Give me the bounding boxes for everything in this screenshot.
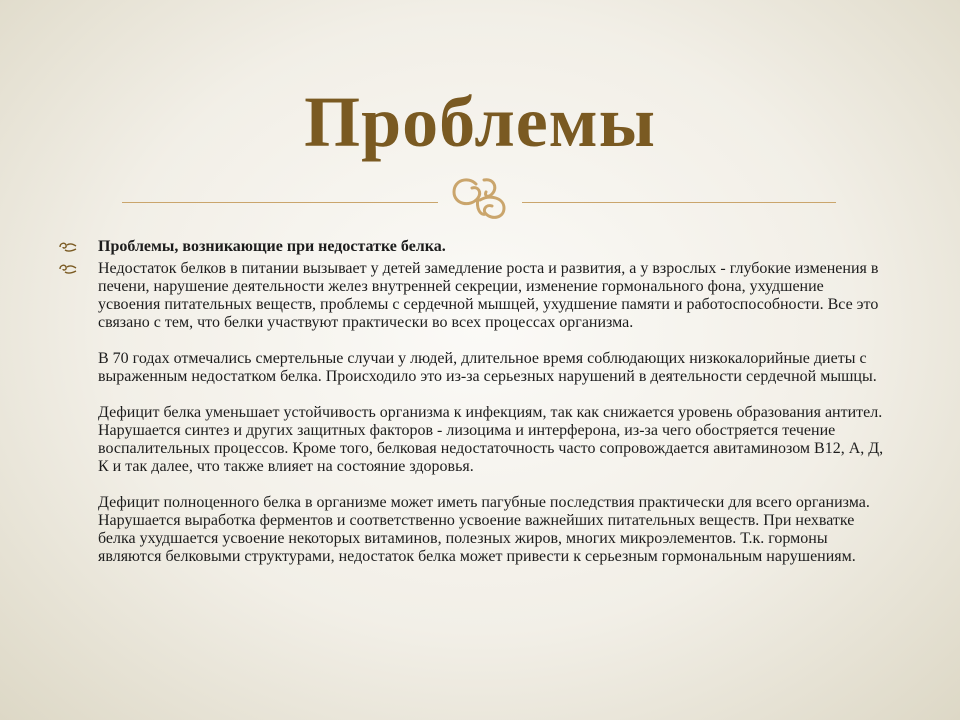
fleuron-bullet-icon xyxy=(58,241,78,253)
fleuron-bullet-icon xyxy=(58,263,78,275)
flourish-icon xyxy=(446,170,516,226)
body-paragraph-1: Недостаток белков в питании вызывает у детей замедление роста и развития, а у взрослых - глубокие изменения в печени, нарушение деятельности желез внутренней секреции, изменение гормонального фона, ухудшение усвоения питательных веществ, проблемы с сердечной мышцей, ухудшение памяти и работоспособности. Все это связано с тем, что белки участвуют практически во всех процессах организма. xyxy=(98,260,879,331)
bullet-item-body xyxy=(58,260,888,566)
title-divider-right xyxy=(522,202,836,203)
body-paragraph-4: Дефицит полноценного белка в организме может иметь пагубные последствия практически для всего организма. Нарушается выработка ферментов и соответственно усвоение важнейших питательных веществ. При нехватке белка ухудшается усвоение некоторых витаминов, полезных жиров, многих микроэлементов. Т.к. гормоны являются белковыми структурами, недостаток белка может привести к серьезным гормональным нарушениям. xyxy=(98,494,870,565)
body-paragraph-3: Дефицит белка уменьшает устойчивость организма к инфекциям, так как снижается уровень образования антител. Нарушается синтез и других защитных факторов - лизоцима и интерферона, из-за чего обостряется течение воспалительных процессов. Кроме того, белковая недостаточность часто сопровождается авитаминозом В12, А, Д, К и так далее, что также влияет на состояние здоровья. xyxy=(98,404,884,475)
body-paragraph-2: В 70 годах отмечались смертельные случаи у людей, длительное время соблюдающих низкокалорийные диеты с выраженным недостатком белка. Происходило это из-за серьезных нарушений в деятельности сердечной мышцы. xyxy=(98,350,877,385)
bullet-item-heading xyxy=(58,238,888,256)
slide-body xyxy=(58,238,888,566)
title-divider-left xyxy=(122,202,438,203)
bullet-heading-text: Проблемы, возникающие при недостатке белка. xyxy=(98,238,446,255)
slide-title: Проблемы xyxy=(304,82,656,162)
